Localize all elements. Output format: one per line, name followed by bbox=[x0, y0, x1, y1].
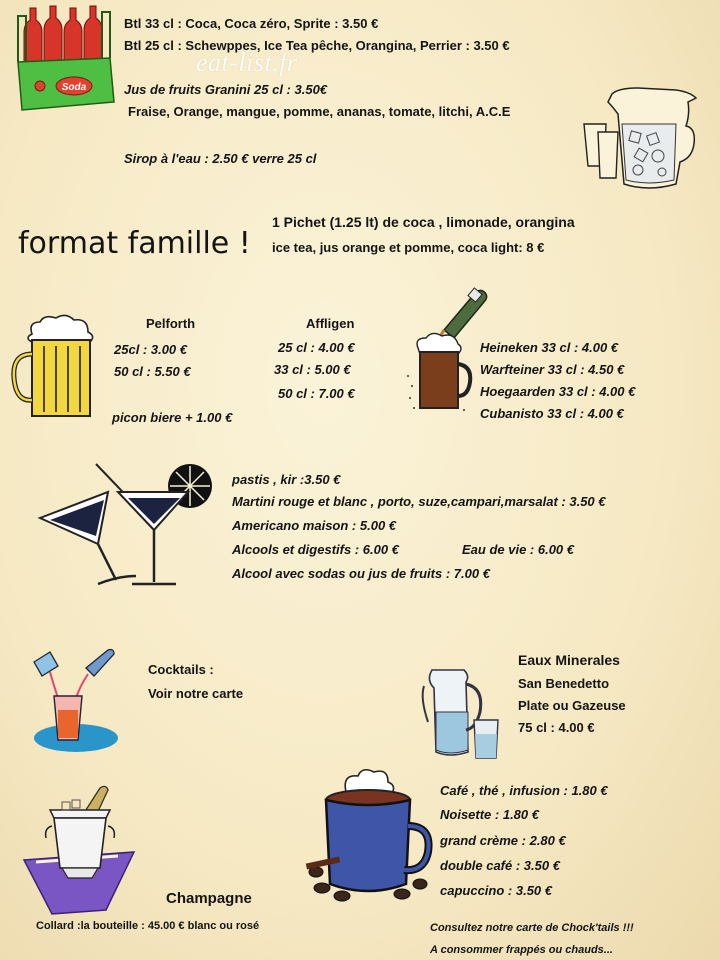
softs-line-33cl: Btl 33 cl : Coca, Coca zéro, Sprite : 3.50 € bbox=[124, 16, 379, 31]
martini-illustration bbox=[36, 458, 218, 600]
soda-crate-illustration bbox=[14, 2, 120, 124]
champagne-line: Collard :la bouteille : 45.00 € blanc ou rosé bbox=[36, 920, 260, 932]
eaux-brand: San Benedetto bbox=[518, 676, 610, 691]
hot-noisette: Noisette : 1.80 € bbox=[440, 807, 539, 822]
affligen-50cl: 50 cl : 7.00 € bbox=[278, 386, 355, 401]
famille-line-1-text: 1 Pichet (1.25 lt) de coca , limonade, orangina bbox=[272, 214, 575, 230]
affligen-33cl: 33 cl : 5.00 € bbox=[274, 362, 351, 377]
affligen-title: Affligen bbox=[306, 316, 355, 331]
coffee-mug-illustration bbox=[302, 766, 434, 906]
aperitif-martini: Martini rouge et blanc , porto, suze,campari,marsalat : 3.50 € bbox=[232, 494, 606, 509]
champagne-bucket-illustration bbox=[22, 782, 142, 922]
famille-line-1 bbox=[272, 214, 575, 230]
aperitif-eau-de-vie: Eau de vie : 6.00 € bbox=[462, 542, 575, 557]
cocktails-title: Cocktails : bbox=[148, 662, 214, 677]
champagne-title: Champagne bbox=[166, 890, 252, 907]
eaux-type: Plate ou Gazeuse bbox=[518, 698, 626, 713]
footer-line-2: A consommer frappés ou chauds... bbox=[430, 944, 613, 956]
beer-heineken: Heineken 33 cl : 4.00 € bbox=[480, 340, 619, 355]
eaux-title: Eaux Minerales bbox=[518, 652, 620, 668]
aperitif-pastis: pastis , kir :3.50 € bbox=[232, 472, 341, 487]
beer-cubanisto: Cubanisto 33 cl : 4.00 € bbox=[480, 406, 624, 421]
water-jug-illustration bbox=[418, 662, 504, 762]
pelforth-50cl: 50 cl : 5.50 € bbox=[114, 364, 191, 379]
beer-mug-illustration bbox=[10, 312, 100, 422]
cocktail-illustration bbox=[28, 646, 120, 756]
juice-list: Fraise, Orange, mangue, pomme, ananas, tomate, litchi, A.C.E bbox=[128, 104, 511, 119]
pelforth-title: Pelforth bbox=[146, 316, 196, 331]
famille-line-2: ice tea, jus orange et pomme, coca light: 8 € bbox=[272, 240, 545, 255]
juice-title: Jus de fruits Granini 25 cl : 3.50€ bbox=[124, 82, 328, 97]
picon-biere: picon biere + 1.00 € bbox=[112, 410, 233, 425]
crate-label: Soda bbox=[61, 82, 87, 93]
aperitif-americano: Americano maison : 5.00 € bbox=[232, 518, 397, 533]
affligen-25cl: 25 cl : 4.00 € bbox=[278, 340, 355, 355]
beer-warfteiner: Warfteiner 33 cl : 4.50 € bbox=[480, 362, 625, 377]
hot-grand-creme: grand crème : 2.80 € bbox=[440, 833, 566, 848]
pelforth-25cl: 25cl : 3.00 € bbox=[114, 342, 187, 357]
hot-double-cafe: double café : 3.50 € bbox=[440, 858, 560, 873]
hot-capuccino: capuccino : 3.50 € bbox=[440, 883, 552, 898]
aperitif-sodas: Alcool avec sodas ou jus de fruits : 7.00 € bbox=[232, 566, 490, 581]
beer-hoegaarden: Hoegaarden 33 cl : 4.00 € bbox=[480, 384, 636, 399]
eaux-price: 75 cl : 4.00 € bbox=[518, 720, 595, 735]
format-famille-title: format famille ! bbox=[18, 226, 251, 261]
cocktails-sub: Voir notre carte bbox=[148, 686, 244, 701]
beer-pour-illustration bbox=[404, 286, 492, 418]
aperitif-alcools: Alcools et digestifs : 6.00 € bbox=[232, 542, 399, 557]
softs-line-25cl: Btl 25 cl : Schewppes, Ice Tea pêche, Orangina, Perrier : 3.50 € bbox=[124, 38, 510, 53]
hot-cafe: Café , thé , infusion : 1.80 € bbox=[440, 783, 608, 798]
pitcher-illustration bbox=[578, 84, 706, 194]
footer-line-1: Consultez notre carte de Chock'tails !!! bbox=[430, 922, 634, 934]
watermark: eat-list.fr bbox=[196, 48, 298, 77]
syrup-line: Sirop à l'eau : 2.50 € verre 25 cl bbox=[124, 151, 317, 166]
